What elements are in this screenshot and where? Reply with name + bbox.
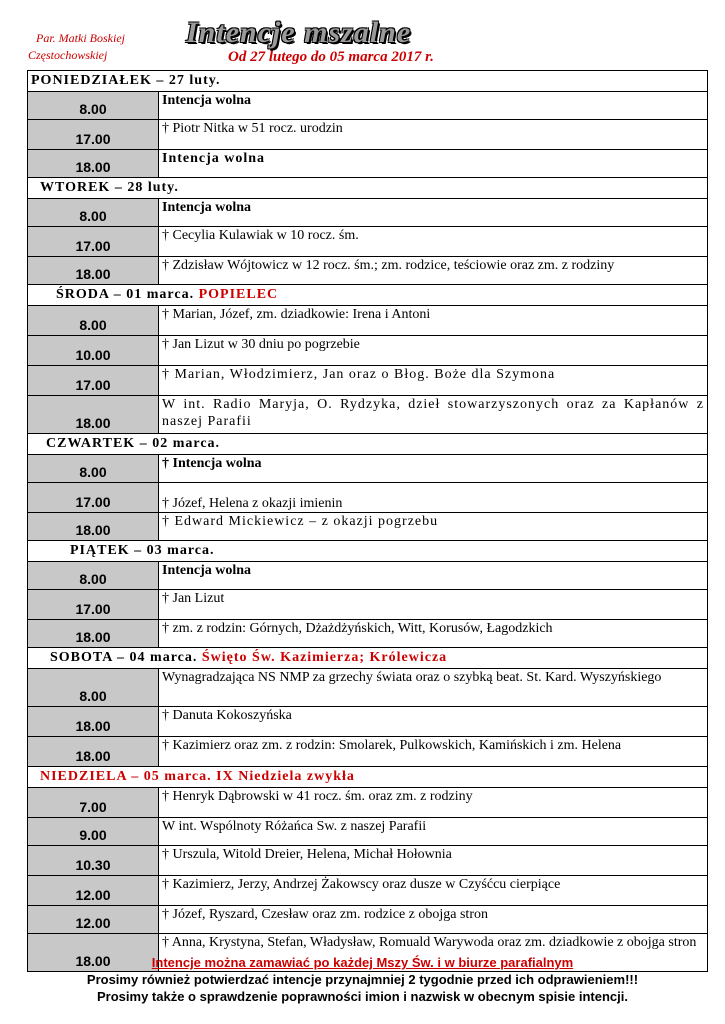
mass-row (28, 455, 708, 483)
day-heading: PONIEDZIAŁEK – 27 luty. (28, 71, 708, 92)
mass-time: 10.30 (28, 846, 159, 876)
mass-time: 18.00 (28, 513, 159, 541)
mass-row (28, 92, 708, 120)
mass-time: 18.00 (28, 257, 159, 285)
mass-time: 17.00 (28, 483, 159, 513)
mass-time: 8.00 (28, 306, 159, 336)
page-title: Intencje mszalne (186, 16, 412, 49)
mass-intention: † Urszula, Witold Dreier, Helena, Michał Hołownia (159, 846, 708, 876)
mass-row (28, 669, 708, 707)
mass-row (28, 227, 708, 257)
day-name: SOBOTA – 04 marca. (50, 650, 198, 665)
parish-name (28, 30, 178, 64)
mass-intention: † Józef, Ryszard, Czesław oraz zm. rodzice z obojga stron (159, 906, 708, 934)
mass-row (28, 818, 708, 846)
mass-row (28, 120, 708, 150)
day-row (28, 71, 708, 92)
day-row (28, 434, 708, 455)
mass-intention: W int. Wspólnoty Różańca Sw. z naszej Parafii (159, 818, 708, 846)
mass-time: 7.00 (28, 788, 159, 818)
mass-row (28, 737, 708, 767)
mass-row (28, 336, 708, 366)
feast-name: POPIELEC (198, 287, 279, 302)
mass-time: 10.00 (28, 336, 159, 366)
mass-time: 8.00 (28, 669, 159, 707)
mass-time: 8.00 (28, 199, 159, 227)
mass-intention: † Henryk Dąbrowski w 41 rocz. śm. oraz zm. z rodziny (159, 788, 708, 818)
mass-row (28, 306, 708, 336)
footer-line-ordering: Intencje można zamawiać po każdej Mszy Św. i w biurze parafialnym (151, 955, 574, 970)
mass-intention: † Anna, Krystyna, Stefan, Władysław, Romuald Warywoda oraz zm. dziadkowie z obojga stron (159, 934, 708, 972)
feast-name: Święto Św. Kazimierza; Królewicza (201, 650, 448, 665)
date-range: Od 27 lutego do 05 marca 2017 r. (228, 49, 434, 65)
mass-time: 18.00 (28, 707, 159, 737)
day-row (28, 648, 708, 669)
mass-intention: Intencja wolna (159, 562, 708, 590)
mass-row (28, 876, 708, 906)
mass-intention: † Edward Mickiewicz – z okazji pogrzebu (159, 513, 708, 541)
day-heading: PIĄTEK – 03 marca. (28, 541, 708, 562)
footer-line-confirm: Prosimy również potwierdzać intencje przynajmniej 2 tygodnie przed ich odprawieniem!!! (86, 972, 639, 987)
mass-time: 8.00 (28, 455, 159, 483)
mass-row (28, 620, 708, 648)
mass-intention: † Kazimierz, Jerzy, Andrzej Żakowscy oraz dusze w Czyśćcu cierpiące (159, 876, 708, 906)
day-heading: CZWARTEK – 02 marca. (28, 434, 708, 455)
mass-row (28, 590, 708, 620)
mass-time: 17.00 (28, 590, 159, 620)
schedule-table (27, 70, 708, 972)
mass-row (28, 150, 708, 178)
mass-row (28, 788, 708, 818)
mass-intention: † Marian, Józef, zm. dziadkowie: Irena i Antoni (159, 306, 708, 336)
mass-time: 18.00 (28, 396, 159, 434)
mass-row (28, 562, 708, 590)
mass-intention: † Zdzisław Wójtowicz w 12 rocz. śm.; zm. rodzice, teściowie oraz zm. z rodziny (159, 257, 708, 285)
mass-intention: Intencja wolna (159, 92, 708, 120)
day-row (28, 178, 708, 199)
mass-intention: † Kazimierz oraz zm. z rodzin: Smolarek, Pulkowskich, Kamińskich i zm. Helena (159, 737, 708, 767)
mass-time: 18.00 (28, 620, 159, 648)
parish-name-line2: Częstochowskiej (28, 48, 108, 62)
day-row (28, 541, 708, 562)
mass-row (28, 707, 708, 737)
mass-time: 12.00 (28, 876, 159, 906)
mass-time: 8.00 (28, 562, 159, 590)
page-header (0, 0, 725, 70)
mass-intention: † Danuta Kokoszyńska (159, 707, 708, 737)
parish-name-line1: Par. Matki Boskiej (36, 31, 125, 45)
mass-intention: † Cecylia Kulawiak w 10 rocz. śm. (159, 227, 708, 257)
day-heading (28, 648, 708, 669)
day-row (28, 767, 708, 788)
mass-intention: Intencja wolna (159, 199, 708, 227)
mass-time: 18.00 (28, 737, 159, 767)
mass-time: 18.00 (28, 934, 159, 972)
mass-time: 12.00 (28, 906, 159, 934)
footer-line-check-names: Prosimy także o sprawdzenie poprawności imion i nazwisk w obecnym spisie intencji. (97, 989, 628, 1004)
mass-row (28, 257, 708, 285)
mass-row (28, 846, 708, 876)
mass-intention: W int. Radio Maryja, O. Rydzyka, dzieł stowarzyszonych oraz za Kapłanów z naszej Parafii (159, 396, 708, 434)
mass-intention: † Józef, Helena z okazji imienin (159, 483, 708, 513)
mass-time: 9.00 (28, 818, 159, 846)
mass-row (28, 513, 708, 541)
day-heading: WTOREK – 28 luty. (28, 178, 708, 199)
mass-time: 17.00 (28, 227, 159, 257)
mass-time: 18.00 (28, 150, 159, 178)
mass-intention: † Intencja wolna (159, 455, 708, 483)
mass-intention: Wynagradzająca NS NMP za grzechy świata oraz o szybką beat. St. Kard. Wyszyńskiego (159, 669, 708, 707)
mass-time: 8.00 (28, 92, 159, 120)
mass-row (28, 483, 708, 513)
mass-intention: † zm. z rodzin: Górnych, Dżażdżyńskich, Witt, Korusów, Łagodzkich (159, 620, 708, 648)
mass-intention: † Piotr Nitka w 51 rocz. urodzin (159, 120, 708, 150)
day-heading (28, 285, 708, 306)
footer-notes (0, 954, 725, 1005)
mass-time: 17.00 (28, 120, 159, 150)
mass-row (28, 396, 708, 434)
mass-time: 17.00 (28, 366, 159, 396)
mass-intention: † Marian, Włodzimierz, Jan oraz o Błog. Boże dla Szymona (159, 366, 708, 396)
mass-row (28, 199, 708, 227)
mass-intention: † Jan Lizut (159, 590, 708, 620)
day-heading: NIEDZIELA – 05 marca. IX Niedziela zwykła (28, 767, 708, 788)
mass-row (28, 366, 708, 396)
day-row (28, 285, 708, 306)
mass-row (28, 906, 708, 934)
day-name: ŚRODA – 01 marca. (56, 287, 195, 302)
mass-intention: Intencja wolna (159, 150, 708, 178)
mass-intention: † Jan Lizut w 30 dniu po pogrzebie (159, 336, 708, 366)
